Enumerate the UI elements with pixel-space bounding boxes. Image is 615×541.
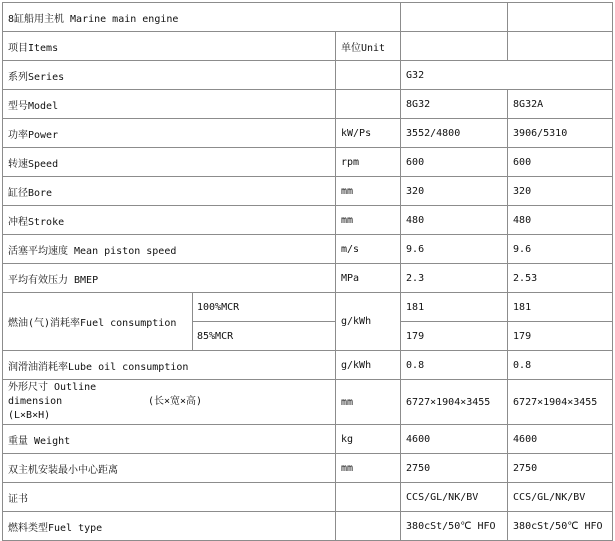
fuel-value-b: 179: [508, 322, 613, 351]
outline-label: 外形尺寸 Outline dimension: [8, 382, 97, 407]
row-unit: mm: [336, 380, 401, 425]
table-cell: [508, 3, 613, 32]
series-value: G32: [401, 61, 613, 90]
row-value-a: 6727×1904×3455: [401, 380, 508, 425]
table-row: [3, 235, 613, 264]
fuel-label: 燃油(气)消耗率Fuel consumption: [3, 293, 193, 351]
row-value-b: 6727×1904×3455: [508, 380, 613, 425]
row-label: 功率Power: [3, 119, 336, 148]
row-unit: kW/Ps: [336, 119, 401, 148]
table-cell: [336, 61, 401, 90]
row-unit: rpm: [336, 148, 401, 177]
row-value-b: 2.53: [508, 264, 613, 293]
row-value-a: 9.6: [401, 235, 508, 264]
row-value-a: 600: [401, 148, 508, 177]
table-row: [3, 264, 613, 293]
table-row: [3, 483, 613, 512]
row-value-a: 380cSt/50℃ HFO: [401, 512, 508, 541]
row-unit: kg: [336, 425, 401, 454]
row-label: 活塞平均速度 Mean piston speed: [3, 235, 336, 264]
header-unit: 单位Unit: [336, 32, 401, 61]
row-value-a: CCS/GL/NK/BV: [401, 483, 508, 512]
fuel-sub-label: 100%MCR: [193, 293, 336, 322]
row-label: 双主机安装最小中心距离: [3, 454, 336, 483]
table-title: 8缸船用主机 Marine main engine: [3, 3, 401, 32]
outline-note: (长×宽×高): [148, 396, 203, 407]
table-row: [3, 61, 613, 90]
row-unit: mm: [336, 177, 401, 206]
table-row: [3, 177, 613, 206]
row-value-a: 4600: [401, 425, 508, 454]
row-unit: [336, 483, 401, 512]
fuel-value-b: 181: [508, 293, 613, 322]
outline-label-cell: [3, 380, 336, 425]
row-value-b: 0.8: [508, 351, 613, 380]
table-cell: [401, 3, 508, 32]
row-unit: m/s: [336, 235, 401, 264]
row-value-a: 8G32: [401, 90, 508, 119]
row-unit: [336, 512, 401, 541]
row-value-b: 320: [508, 177, 613, 206]
table-row: [3, 293, 613, 322]
fuel-unit: g/kWh: [336, 293, 401, 351]
row-value-a: 480: [401, 206, 508, 235]
row-value-b: 2750: [508, 454, 613, 483]
row-label: 转速Speed: [3, 148, 336, 177]
row-value-b: 4600: [508, 425, 613, 454]
row-label: 燃料类型Fuel type: [3, 512, 336, 541]
fuel-value-a: 179: [401, 322, 508, 351]
table-row: [3, 90, 613, 119]
row-label: 证书: [3, 483, 336, 512]
table-row: [3, 512, 613, 541]
row-value-a: 0.8: [401, 351, 508, 380]
row-label: 润滑油消耗率Lube oil consumption: [3, 351, 336, 380]
fuel-sub-label: 85%MCR: [193, 322, 336, 351]
row-label: 平均有效压力 BMEP: [3, 264, 336, 293]
row-unit: [336, 90, 401, 119]
row-value-b: 380cSt/50℃ HFO: [508, 512, 613, 541]
table-header-row: [3, 32, 613, 61]
table-row: [3, 119, 613, 148]
row-label: 冲程Stroke: [3, 206, 336, 235]
fuel-value-a: 181: [401, 293, 508, 322]
row-value-a: 2750: [401, 454, 508, 483]
header-item: 项目Items: [3, 32, 336, 61]
outline-sub: (L×B×H): [8, 410, 51, 421]
row-unit: MPa: [336, 264, 401, 293]
row-value-b: 9.6: [508, 235, 613, 264]
series-label: 系列Series: [3, 61, 336, 90]
row-label: 缸径Bore: [3, 177, 336, 206]
row-value-a: 3552/4800: [401, 119, 508, 148]
table-row: [3, 380, 613, 425]
table-cell: [401, 32, 508, 61]
row-value-b: 3906/5310: [508, 119, 613, 148]
table-row: [3, 3, 613, 32]
row-value-b: 480: [508, 206, 613, 235]
table-row: [3, 454, 613, 483]
row-value-b: 8G32A: [508, 90, 613, 119]
table-row: [3, 148, 613, 177]
row-label: 重量 Weight: [3, 425, 336, 454]
row-value-b: CCS/GL/NK/BV: [508, 483, 613, 512]
row-unit: g/kWh: [336, 351, 401, 380]
row-unit: mm: [336, 454, 401, 483]
table-cell: [508, 32, 613, 61]
row-unit: mm: [336, 206, 401, 235]
row-value-a: 2.3: [401, 264, 508, 293]
table-row: [3, 351, 613, 380]
table-row: [3, 425, 613, 454]
row-label: 型号Model: [3, 90, 336, 119]
row-value-a: 320: [401, 177, 508, 206]
engine-spec-table: [2, 2, 613, 541]
row-value-b: 600: [508, 148, 613, 177]
table-row: [3, 206, 613, 235]
